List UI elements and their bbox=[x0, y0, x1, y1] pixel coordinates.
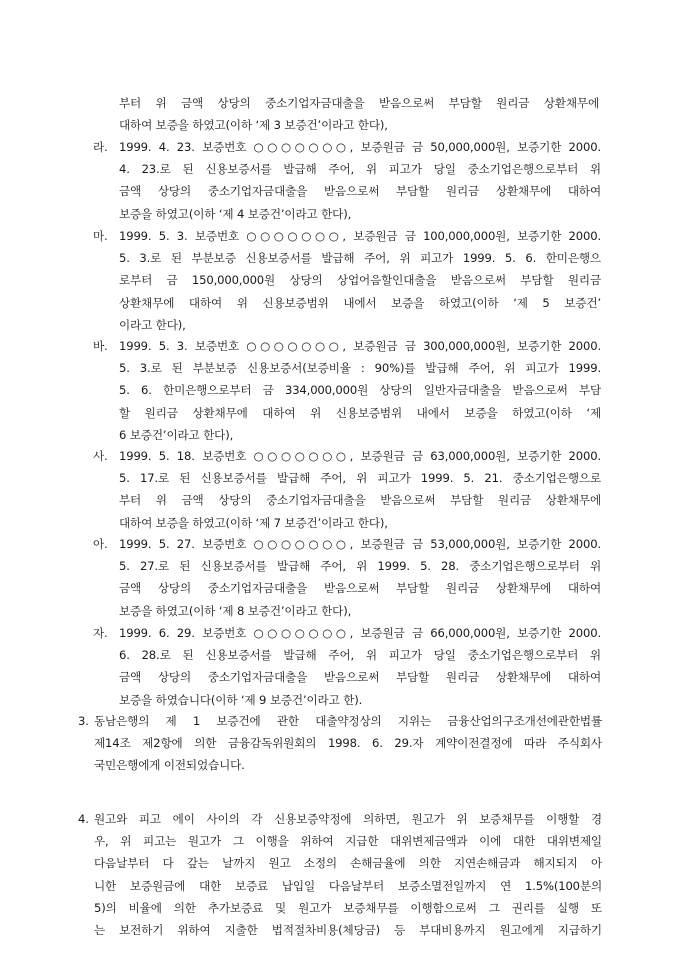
text-line: 금액 상당의 중소기업자금대출을 받음으로써 부담할 원리금 상환채무에 대하여 bbox=[119, 670, 601, 685]
item-marker: 마. bbox=[93, 229, 108, 243]
paragraph-3 bbox=[78, 710, 602, 777]
text-line: 금액 상당의 중소기업자금대출을 받음으로써 부담할 원리금 상환채무에 대하여 bbox=[119, 581, 601, 596]
text-line: 6. 28.로 된 신용보증서를 발급해 주어, 위 피고가 당일 중소기업은행으로부터 위 bbox=[119, 648, 601, 663]
text-line: 동남은행의 제 1 보증건에 관한 대출약정상의 지위는 금융산업의구조개선에관한법률 bbox=[94, 714, 602, 728]
text-line: 1999. 5. 3. 보증번호 ○○○○○○○, 보증원금 금 100,000,000원, 보증기한 2000. bbox=[119, 229, 601, 243]
text-line: 제14조 제2항에 의한 금융감독위원회의 1998. 6. 29.자 계약이전결정에 따라 주식회사 bbox=[94, 736, 602, 751]
text-line: 원고와 피고 에이 사이의 각 신용보증약정에 의하면, 원고가 위 보증채무를 이행할 경 bbox=[94, 812, 602, 826]
list-item-ja bbox=[93, 622, 601, 711]
list-item-a bbox=[93, 533, 601, 622]
item-marker: 사. bbox=[93, 449, 108, 463]
text-line: 4. 23.로 된 신용보증서를 발급해 주어, 위 피고가 당일 중소기업은행으로부터 위 bbox=[119, 162, 601, 177]
text-line: 5)의 비율에 의한 추가보증료 및 원고가 보증채무를 이행함으로써 그 권리를 실행 또 bbox=[94, 900, 602, 915]
item-marker: 라. bbox=[93, 140, 108, 154]
text-line: 이라고 한다), bbox=[119, 317, 186, 332]
item-marker: 아. bbox=[93, 537, 108, 551]
text-line: 대하여 보증을 하였고(이하 ‘제 3 보증건’이라고 한다), bbox=[119, 118, 388, 133]
text-line: 보증을 하였고(이하 ‘제 4 보증건’이라고 한다), bbox=[119, 206, 352, 221]
text-line: 6 보증건’이라고 한다), bbox=[119, 427, 234, 442]
list-item-sa bbox=[93, 445, 601, 534]
text-line: 는 보전하기 위하여 지출한 법적절차비용(체당금) 등 부대비용까지 원고에게 지급하기 bbox=[94, 923, 602, 938]
text-line: 다음날부터 다 갚는 날까지 원고 소정의 손해금율에 의한 지연손해금과 해지되지 아 bbox=[94, 856, 602, 871]
text-line: 금액 상당의 중소기업자금대출을 받음으로써 부담할 원리금 상환채무에 대하여 bbox=[119, 184, 601, 199]
paragraph-marker: 4. bbox=[78, 812, 89, 826]
text-line: 로부터 금 150,000,000원 상당의 상업어음할인대출을 받음으로써 부담할 원리금 bbox=[119, 273, 601, 288]
text-line: 부터 위 금액 상당의 중소기업자금대출을 받음으로써 부담할 원리금 상환채무에 bbox=[119, 96, 599, 110]
item-marker: 자. bbox=[93, 626, 108, 640]
text-line: 5. 17.로 된 신용보증서를 발급해 주어, 위 피고가 1999. 5. 21. 중소기업은행으로 bbox=[119, 471, 601, 486]
text-line: 할 원리금 상환채무에 대하여 위 신용보증범위 내에서 보증을 하였고(이하 ‘제 bbox=[119, 405, 601, 420]
list-item-ra bbox=[93, 136, 601, 225]
text-line: 국민은행에게 이전되었습니다. bbox=[94, 758, 245, 773]
text-line: 부터 위 금액 상당의 중소기업자금대출을 받음으로써 부담할 원리금 상환채무에 bbox=[119, 493, 601, 508]
text-line: 1999. 6. 29. 보증번호 ○○○○○○○, 보증원금 금 66,000,000원, 보증기한 2000. bbox=[119, 626, 601, 640]
list-item-ma bbox=[93, 225, 601, 336]
text-line: 1999. 5. 18. 보증번호 ○○○○○○○, 보증원금 금 63,000,000원, 보증기한 2000. bbox=[119, 449, 601, 463]
text-line: 5. 6. 한미은행으로부터 금 334,000,000원 상당의 일반자금대출을 받음으로써 부담 bbox=[119, 383, 601, 398]
text-line: 우, 위 피고는 원고가 그 이행을 위하여 지급한 대위변제금액과 이에 대한 대위변제일 bbox=[94, 834, 602, 849]
text-line: 1999. 4. 23. 보증번호 ○○○○○○○, 보증원금 금 50,000,000원, 보증기한 2000. bbox=[119, 140, 601, 154]
continued-text bbox=[119, 92, 599, 136]
text-line: 5. 3.로 된 부분보증 신용보증서(보증비율 : 90%)를 발급해 주어, 위 피고가 1999. bbox=[119, 361, 601, 376]
item-marker: 바. bbox=[93, 339, 108, 353]
list-item-ba bbox=[93, 335, 601, 446]
text-line: 니한 보증원금에 대한 보증료 납입일 다음날부터 보증소멸전일까지 연 1.5%(100분의 bbox=[94, 878, 602, 893]
paragraph-marker: 3. bbox=[78, 714, 89, 728]
text-line: 1999. 5. 3. 보증번호 ○○○○○○○, 보증원금 금 300,000,000원, 보증기한 2000. bbox=[119, 339, 601, 353]
text-line: 5. 27.로 된 신용보증서를 발급해 주어, 위 1999. 5. 28. 중소기업은행으로부터 위 bbox=[119, 559, 601, 574]
text-line: 5. 3.로 된 부분보증 신용보증서를 발급해 주어, 위 피고가 1999. 5. 6. 한미은행으 bbox=[119, 251, 601, 266]
text-line: 대하여 보증을 하였고(이하 ‘제 7 보증건’이라고 한다), bbox=[119, 515, 388, 530]
text-line: 보증을 하였고(이하 ‘제 8 보증건’이라고 한다), bbox=[119, 603, 352, 618]
text-line: 1999. 5. 27. 보증번호 ○○○○○○○, 보증원금 금 53,000,000원, 보증기한 2000. bbox=[119, 537, 601, 551]
paragraph-4 bbox=[78, 808, 602, 941]
text-line: 상환채무에 대하여 위 신용보증범위 내에서 보증을 하였고(이하 ‘제 5 보증건’ bbox=[119, 295, 601, 310]
text-line: 보증을 하였습니다(이하 ‘제 9 보증건’이라고 한). bbox=[119, 692, 363, 707]
